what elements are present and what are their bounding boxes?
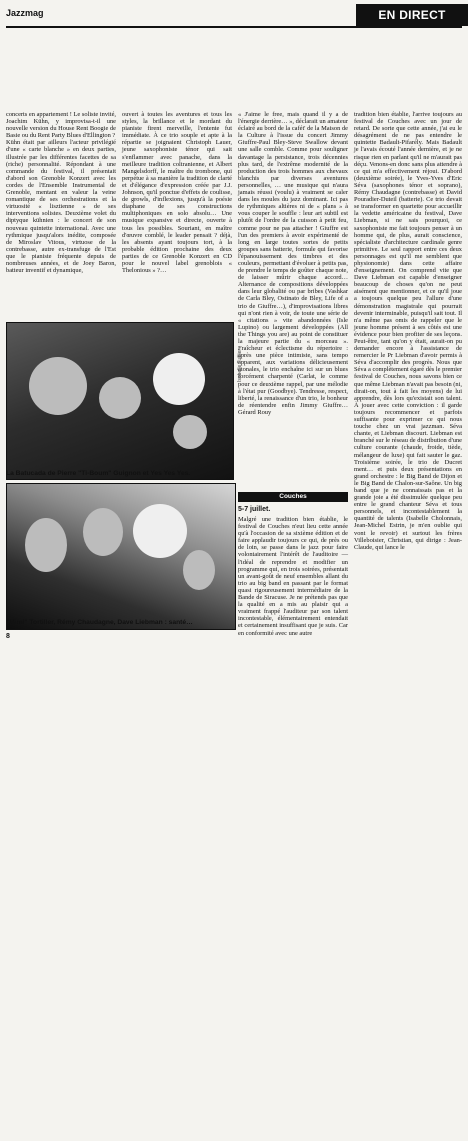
column-2 xyxy=(122,111,232,274)
photo-credit: Isabelle Tuillier xyxy=(237,348,243,382)
column-3 xyxy=(238,111,348,416)
photo-caption-2: "Mimi" Tortiller, Rémy Chaudagne, Dave Liebman : santé… xyxy=(6,619,193,626)
photo-batucada xyxy=(6,322,234,480)
section-tag: Couches xyxy=(238,492,348,502)
page-header xyxy=(0,0,468,28)
event-date: 5-7 juillet. xyxy=(238,506,271,513)
section-label: Jazzmag xyxy=(6,8,44,18)
photo-caption-1: La Batucada de Pierre "Ti-Boum" Guignon et Yes Yes Yes. xyxy=(6,470,191,477)
photo-musicians xyxy=(6,483,236,630)
column-1-paragraph-1: concerts en appartement ! Le soliste invité, Joachim Kühn, y improvisa-t-il une nouvelle version du House Rent Boogie de Basie ou du Rent Party Blues d'Ellington ? xyxy=(6,111,116,140)
column-4 xyxy=(354,111,462,551)
column-2-paragraph-1: ouvert à toutes les aventures et tous les styles, la brillance et le mordant du pianiste firent merveille, l'entente fut immédiate. À ce trio souple et apte à la répartie se joignaient Christoph Lauer, jeune saxophoniste ténor qui sait s'enflammer avec panache, dans la meilleure tradition coltranienne, et Albert Mangelsdorff, le maître du trombone, qui perpétue à sa manière la tradition de clarté et d'élégance d'expression créée par J.J. Johnson, qu'il ponctue d'effets de coulisse, de growls, d'inflexions, jusqu'à la poésie diaphane de ses constructions multiphoniques en solo absolu… Une musique expansive et directe, ouverte à tous les possibles. Souriant, en maître d'œuvre comblé, le leader pensait ? déjà, les absents ayant toujours tort, à la probable édition prochaine des deux parties de ce Grenoble Konzert en CD pour le nouvel label grenoblois « Thelonious » ?… xyxy=(122,111,232,275)
column-1 xyxy=(6,111,116,274)
column-3b-paragraph-1: Malgré une tradition bien établie, le festival de Couches n'eut lieu cette année qu'à l'occasion de sa sixième édition et de faire applaudir toujours ce qui, de près ou de loin, se passe dans le jazz pour faire volontairement l'intérêt de l'auditoire — l'idéal de reprendre et modifier un programme qui, en trois soirées, présentait un avant-goût de neuf ensembles allant du trio au big band en passant par le format quasi rigoureusement intermédiaire de la Bande de Siracuse. Je ne prétends pas que la qualité en a mis au plaisir qui a vraiment frappé l'auditeur par son talent incontestable, élémentairement entendait et certainement insuffisant que je suis. Car en conformité avec une autre xyxy=(238,516,348,637)
magnifier-icon xyxy=(346,522,436,612)
column-3b xyxy=(238,516,348,637)
column-3-paragraph-1: « J'aime le free, mais quand il y a de l'énergie derrière… », déclarait un amateur éclairé au bord de la cafét' de la Maison de la Culture à l'issue du concert Jimmy Giuffre-Paul Bley-Steve Swallow devant une salle comble. Comme pour souligner davantage la persistance, trois décennies plus tard, de l'extrême modernité de la production des trois hommes aux chevaux blanchis par diverses aventures personnelles, … une musique qui n'aura jamais réussi (voulu) à vraiment se caler dans les moules du jazz dominant. Ici pas de rythmiques altières ni de « plans » à vous couper le souffle : leur art subtil est plutôt de l'ordre de la cuisson à petit feu, comme pour ne pas attacher ! Giuffre est l'un des premiers à avoir expérimenté de long en large toutes sortes de petits groupes sans batterie, formule qui favorise l'épanouissement des timbres et des couleurs, permettant d'évoluer à petits pas, de prendre le temps de goûter chaque note, de laisser mûrir chaque accord… Alternance de compositions développées dans leur globalité ou par bribes (Vashkar de Carla Bley, Ostinato de Bley, Life of a trio de Giuffre…), d'improvisations libres qui n'ont rien à voir, de toute une série de « citations » vite abandonnées (Isle Lupino) ou largement développées (All the Things you are) au point de constituer la majeure partie du « morceau ». Fraîcheur et éclectisme du répertoire : après une pièce intimiste, sans tempo apparent, aux variations délicieusement atonales, le trio enchaîne ici sur un blues forcément charpenté (Carlat, le comme pour ce deuxième rappel, par une mélodie à l'état pur (Goodbye). Tendresse, respect, liberté, la renaissance d'un trio, le bonheur de réentendre enfin Jimmy Giuffre… Gérard Rouy xyxy=(238,111,348,416)
section-title: EN DIRECT xyxy=(356,4,468,26)
column-4-paragraph-1: tradition bien établie, l'arrive toujours au festival de Couches avec un jour de retard. De sorte que cette année, j'ai eu le désagrément de ne pas entendre le quintette Badault-Pifarély. Mais Badault je l'avais écouté l'année dernière, et je ne risque rien en parlant qu'il ne m'aurait pas déçu. Venons-en donc sans plus attendre à ce qui m'a effectivement réjoui. D'abord (deuxième soirée), le Yves-Yves d'Eric Séva (saxophones ténor et soprano), Rémy Chaudagne (contrebasse) et David Pouradier-Duteil (batterie). Ce trio devait se transformer en quartette pour accueillir la vedette américaine du festival, Dave Liebman, si ne sais pourquoi, ce saxophoniste me fait toujours penser à un homme qui, de plus, aurait conscience, spécialiste d'architecture cardinale genre primitive. Le seul rapport entre ces deux personnages est qu'il me semblent que physionomie) dans cette affaire d'enseignement. On comprend vite que Dave Liebman est capable d'enseigner beaucoup de choses qu'on ne peut aisément que mentionner, et ce qu'il joue a toujours quelque peu l'allure d'une démonstration magistrale qui pourrait devenir interminable, puisqu'il sait tout. Il n'a même pas omis de rappeler que le jeune homme présent à ses côtés est une évidence pour bien profiter de ses leçons. Peut-être, tant qu'on y était, aurait-on pu demander encore à l'assistance de remercier le Pr Liebman d'avoir permis à Séva d'accomplir des progrès. Nous que Séva a complètement égaré dès le premier festival de Couches, nous savons bien ce que même Liebman n'avait pas besoin (ni, dirait-on, tout à fait les moyens) de lui apprendre, dès lors qu'existait son talent. À jouer avec cette conviction : il garde toujours recommencer et parfois suffisante pour exprimer ce qui nous touche chez un vrai jazzman. Séva chante, et Liebman discourt. Liebman est branché sur le réseau de distribution d'une culture courante (chaude, froide, tiède, mélangeur de luxe) qui fait sauter le gaz. Troisième soirée, le trio de Ducret ment… et puis deux présentations en grand orchestre : le Big Band de Dijon et le Big Band de Chalon-sur-Saône. Un big band que je ne connaissais pas et la grande joie a été dissimulée quelque peu entre le grand chanteur Séva et tous personnels, et incontestablement la quantité de talents (Isabelle Cholonnais, Jean-Michel Estrin, je m'en oublie qui vont le revoir) et surtout les frères Villeboisier, Christian, qui dirige : Jean-Claude, qui lance le xyxy=(354,111,462,551)
column-1-paragraph-2: Kühn était par ailleurs l'acteur privilégié d'une « carte blanche » en deux parties, illustrée par les différentes facettes de sa (riche) personnalité. Répondant à une commande du festival, il présentait d'abord son Grenoble Konzert avec les cordes de l'Ensemble Instrumental de Grenoble, mentant en valeur la veine romantique de ses orchestrations et la virtuosité « lisztienne » de ses interventions solistes. Deuxième volet du diptyque kühnien : le concert de son nouveau quintette international. Avec une rythmique jusqu'alors inédite, composée de Miroslav Vitous, virtuose de la contrebasse, autre ex-transfuge de l'Est que le pianiste fréquente depuis de nombreuses années, et de Joey Baron, batteur inventif et dynamique, xyxy=(6,139,116,275)
header-rule xyxy=(6,26,462,28)
page-number: 8 xyxy=(6,633,10,640)
